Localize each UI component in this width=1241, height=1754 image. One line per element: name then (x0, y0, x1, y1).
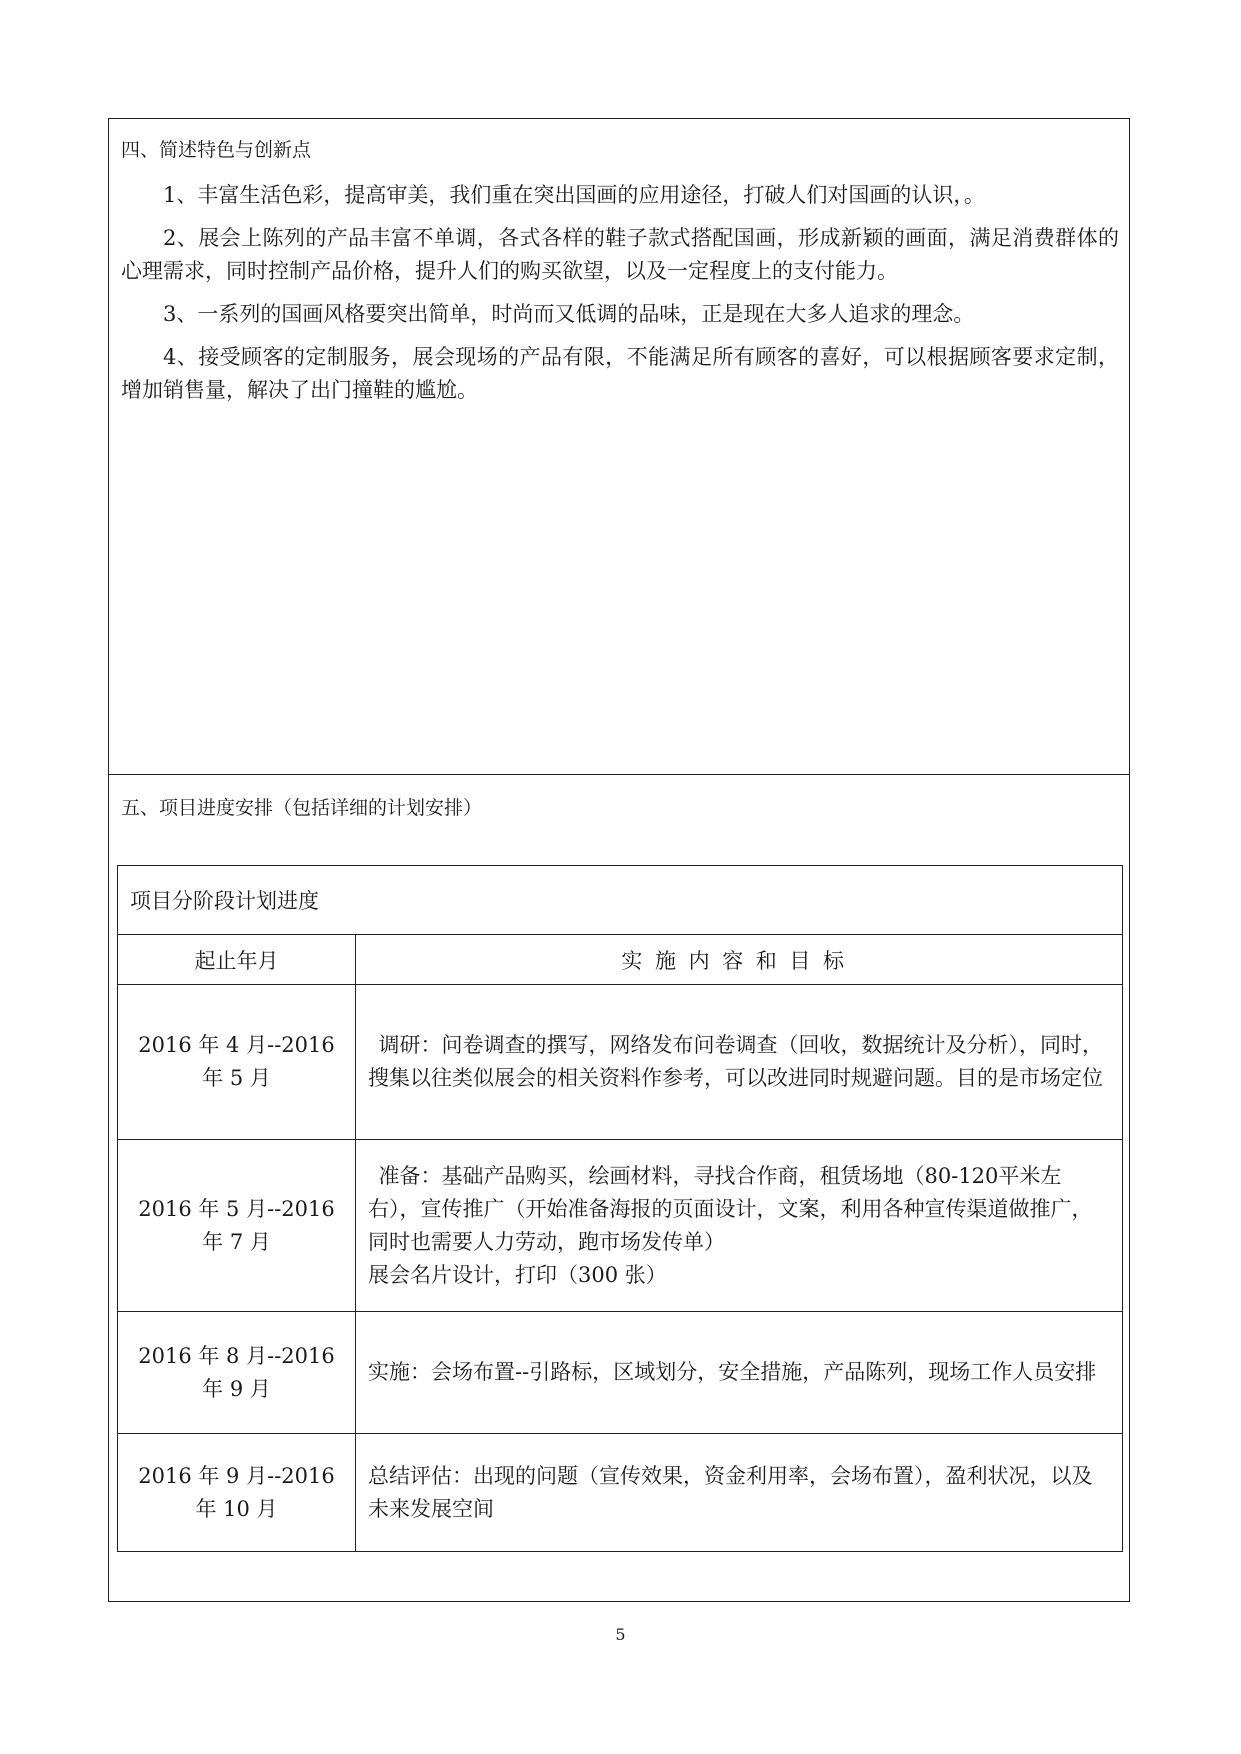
date-line: 2016 年 4 月--2016 (138, 1033, 335, 1057)
content-line: 调研：问卷调查的撰写，网络发布问卷调查（回收，数据统计及分析），同时，搜集以往类似展会的相关资料作参考，可以改进同时规避问题。目的是市场定位 (368, 1033, 1103, 1090)
date-line: 年 5 月 (202, 1066, 271, 1090)
table-row (118, 1140, 1123, 1312)
section-5-title: 五、项目进度安排（包括详细的计划安排） (121, 797, 483, 819)
content-cell (356, 1140, 1123, 1312)
date-cell (118, 1434, 356, 1552)
table-row (118, 985, 1123, 1140)
table-caption-row (118, 866, 1123, 935)
section-4-title: 四、简述特色与创新点 (121, 139, 312, 161)
content-cell (356, 1312, 1123, 1434)
date-line: 2016 年 5 月--2016 (138, 1196, 335, 1221)
content-cell (356, 985, 1123, 1140)
table-row (118, 1434, 1123, 1552)
table-row (118, 1312, 1123, 1434)
section-4-body (121, 179, 1119, 417)
date-line: 年 10 月 (195, 1496, 278, 1521)
content-line: 总结评估：出现的问题（宣传效果，资金利用率，会场布置），盈利状况，以及未来发展空间 (368, 1463, 1093, 1521)
section-divider (109, 774, 1129, 775)
table-header-row (118, 935, 1123, 985)
content-line: 实施：会场布置--引路标，区域划分，安全措施，产品陈列，现场工作人员安排 (368, 1360, 1097, 1384)
feature-paragraph-1: 1、丰富生活色彩，提高审美，我们重在突出国画的应用途径，打破人们对国画的认识，。 (163, 183, 985, 207)
content-line: 准备：基础产品购买，绘画材料，寻找合作商，租赁场地（80-120平米左右），宣传推广（开始准备海报的页面设计，文案，利用各种宣传渠道做推广，同时也需要人力劳动，跑市场发传单） (368, 1163, 1093, 1254)
feature-paragraph-3: 3、一系列的国画风格要突出简单，时尚而又低调的品味，正是现在大多人追求的理念。 (163, 302, 975, 326)
date-line: 2016 年 9 月--2016 (138, 1463, 335, 1488)
header-date: 起止年月 (118, 935, 356, 985)
header-content: 实施内容和目标 (356, 935, 1123, 985)
form-frame (108, 118, 1130, 1602)
schedule-table (117, 865, 1123, 1552)
feature-paragraph-2: 2、展会上陈列的产品丰富不单调，各式各样的鞋子款式搭配国画，形成新颖的画面，满足消费群体的心理需求，同时控制产品价格，提升人们的购买欲望，以及一定程度上的支付能力。 (121, 226, 1119, 283)
date-line: 年 9 月 (202, 1376, 271, 1401)
content-line: 展会名片设计，打印（300 张） (368, 1262, 667, 1287)
date-cell (118, 1140, 356, 1312)
table-caption: 项目分阶段计划进度 (118, 866, 1123, 935)
date-cell (118, 1312, 356, 1434)
date-line: 2016 年 8 月--2016 (138, 1343, 335, 1368)
content-cell (356, 1434, 1123, 1552)
date-line: 年 7 月 (202, 1229, 271, 1254)
date-cell (118, 985, 356, 1140)
page-number: 5 (615, 1625, 626, 1644)
feature-paragraph-4: 4、接受顾客的定制服务，展会现场的产品有限，不能满足所有顾客的喜好，可以根据顾客要求定制，增加销售量，解决了出门撞鞋的尴尬。 (121, 345, 1119, 402)
